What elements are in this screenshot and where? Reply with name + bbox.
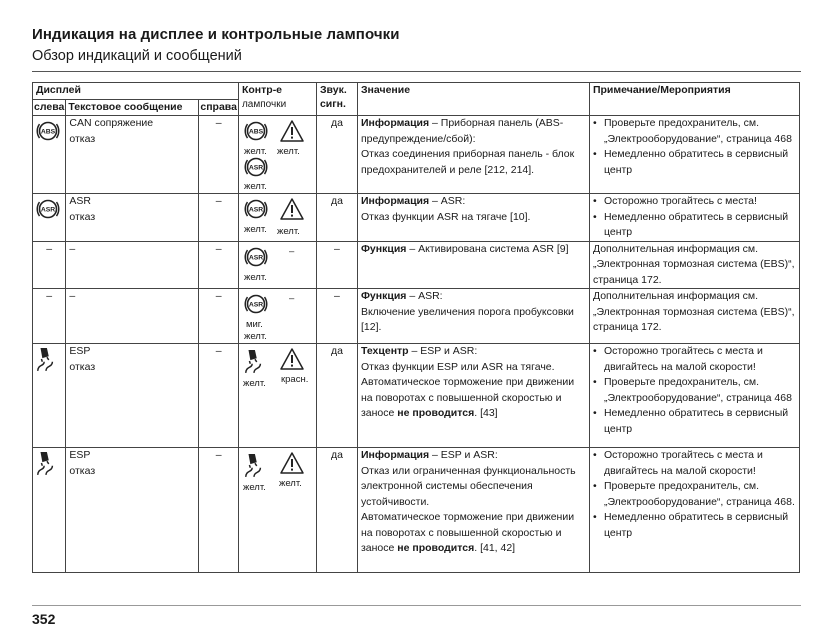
- lamp-mode-label: миг.: [245, 319, 263, 330]
- display-left-cell: [33, 116, 66, 194]
- header-row-1: [33, 83, 800, 100]
- text-message-cell: –: [66, 241, 199, 289]
- esp-lamp-icon: [243, 348, 265, 374]
- lamp-color-label: желт.: [278, 478, 302, 489]
- note-list: [593, 448, 796, 541]
- note-list: [593, 194, 796, 241]
- meaning-line: Включение увеличения порога пробуксовки [12].: [360, 305, 574, 333]
- sound-cell: –: [316, 241, 357, 289]
- meaning-emphasis: не проводится: [397, 542, 475, 554]
- note-item: • Немедленно обратитесь в сервисный центр: [593, 147, 796, 178]
- warning-triangle-icon: [279, 119, 305, 143]
- col-left: слева: [33, 99, 66, 116]
- note-item: • Немедленно обратитесь в сервисный центр: [593, 510, 796, 541]
- display-right-cell: –: [199, 448, 239, 573]
- lamp-color-label: желт.: [242, 482, 266, 493]
- top-rule: [32, 71, 801, 72]
- page-number: 352: [32, 611, 56, 627]
- display-left-cell: –: [33, 289, 66, 344]
- lamps-cell: [238, 448, 316, 573]
- meaning-type: Техцентр: [360, 345, 409, 357]
- note-cell: [589, 194, 799, 242]
- display-right-cell: –: [199, 289, 239, 344]
- meaning-emphasis: не проводится: [397, 407, 475, 419]
- sound-cell: да: [316, 344, 357, 448]
- lamps-cell: [238, 194, 316, 242]
- note-list: [593, 344, 796, 437]
- message-text: ESP: [69, 449, 91, 461]
- message-text: CAN сопряжение: [69, 117, 154, 129]
- note-cell: [589, 448, 799, 573]
- table-row: [33, 194, 800, 242]
- lamp-color-label: красн.: [280, 374, 309, 385]
- note-cell: [589, 344, 799, 448]
- text-message-cell: [66, 448, 199, 573]
- abs-lamp-icon: [243, 118, 269, 144]
- meaning-desc: – ASR:: [429, 195, 466, 207]
- col-sound: [316, 83, 357, 116]
- meaning-cell: [357, 448, 589, 573]
- col-displays: Дисплей: [33, 83, 239, 100]
- col-text-message: Текстовое сообщение: [66, 99, 199, 116]
- lamps-cell: [238, 241, 316, 289]
- lamps-cell: [238, 344, 316, 448]
- meaning-type: Функция: [360, 290, 407, 302]
- col-meaning: Значение: [357, 83, 589, 116]
- note-list: [593, 116, 796, 178]
- meaning-type: Функция: [360, 242, 407, 255]
- lamp-color-label: желт.: [243, 146, 267, 157]
- page-title: Индикация на дисплее и контрольные лампочки: [32, 26, 400, 43]
- display-left-cell: [33, 344, 66, 448]
- message-status: отказ: [69, 464, 96, 477]
- sound-cell: да: [316, 116, 357, 194]
- meaning-cell: [357, 344, 589, 448]
- message-status: отказ: [69, 132, 96, 145]
- meaning-desc: – Активирована система ASR [9]: [406, 242, 569, 255]
- text-message-cell: [66, 194, 199, 242]
- meaning-line: Отказ функции ASR на тягаче [10].: [360, 210, 531, 223]
- note-item: • Осторожно трогайтесь с места!: [593, 194, 796, 210]
- table-row: [33, 448, 800, 573]
- note-item: • Проверьте предохранитель, см. „Электрооборудование“, страница 468: [593, 375, 796, 406]
- meaning-line: Автоматическое торможение при движении на поворотах с повышенной скоростью и заносе: [360, 511, 575, 554]
- esp-skid-icon: [35, 346, 57, 372]
- warning-triangle-icon: [279, 347, 305, 371]
- col-right: справа: [199, 99, 239, 116]
- asr-lamp-icon: [243, 154, 269, 180]
- text-message-cell: –: [66, 289, 199, 344]
- note-item: • Немедленно обратитесь в сервисный центр: [593, 406, 796, 437]
- note-item: • Немедленно обратитесь в сервисный центр: [593, 210, 796, 241]
- col-control-lamps-l1: Контр-е: [241, 84, 283, 96]
- page-subtitle: Обзор индикаций и сообщений: [32, 48, 242, 64]
- display-left-cell: [33, 448, 66, 573]
- col-control-lamps: [238, 83, 316, 116]
- sound-cell: да: [316, 194, 357, 242]
- message-text: ESP: [69, 345, 91, 357]
- meaning-line: Отказ или ограниченная функциональность электронной системы обеспечения устойчивости.: [360, 464, 576, 508]
- meaning-line: Автоматическое торможение при движении на поворотах с повышенной скоростью и заносе: [360, 376, 575, 419]
- meaning-type: Информация: [360, 195, 430, 207]
- note-item: • Осторожно трогайтесь с места и двигайтесь на малой скорости!: [593, 448, 796, 479]
- display-left-cell: [33, 194, 66, 242]
- asr-lamp-icon: [243, 291, 269, 317]
- meaning-cell: [357, 194, 589, 242]
- meaning-cell: [357, 241, 589, 289]
- table-row: [33, 344, 800, 448]
- note-item: • Проверьте предохранитель, см. „Электрооборудование“, страница 468: [593, 116, 796, 147]
- meaning-desc: – Приборная панель (ABS-предупреждение/сбой):: [360, 117, 564, 145]
- meaning-line: Отказ соединения приборная панель - блок предохранителей и реле [212, 214].: [360, 148, 575, 176]
- esp-skid-icon: [35, 450, 57, 476]
- note-item: • Проверьте предохранитель, см. „Электрооборудование“, страница 468.: [593, 479, 796, 510]
- table-row: [33, 241, 800, 289]
- display-right-cell: –: [199, 241, 239, 289]
- note-cell: Дополнительная информация см. „Электронная тормозная система (EBS)“, страница 172.: [589, 241, 799, 289]
- bottom-rule: [32, 605, 801, 606]
- meaning-cell: [357, 289, 589, 344]
- meaning-ref: . [43]: [474, 407, 498, 419]
- sound-cell: да: [316, 448, 357, 573]
- display-right-cell: –: [199, 194, 239, 242]
- warning-triangle-icon: [279, 197, 305, 221]
- esp-lamp-icon: [243, 452, 265, 478]
- lamp-color-label: желт.: [243, 181, 267, 192]
- col-control-lamps-l2: лампочки: [241, 99, 287, 110]
- sound-cell: –: [316, 289, 357, 344]
- asr-lamp-icon: [243, 196, 269, 222]
- meaning-ref: . [41, 42]: [474, 542, 516, 554]
- message-text: ASR: [69, 195, 91, 207]
- lamp-dash: –: [288, 245, 295, 257]
- meaning-desc: – ASR:: [406, 290, 443, 302]
- lamp-color-label: желт.: [243, 224, 267, 235]
- meaning-line: Отказ функции ESP или ASR на тягаче.: [360, 360, 555, 373]
- text-message-cell: [66, 344, 199, 448]
- lamp-color-label: желт.: [243, 271, 267, 283]
- note-item: • Осторожно трогайтесь с места и двигайтесь на малой скорости!: [593, 344, 796, 375]
- lamps-cell: [238, 289, 316, 344]
- display-right-cell: –: [199, 344, 239, 448]
- message-status: отказ: [69, 210, 96, 223]
- meaning-desc: – ESP и ASR:: [429, 449, 498, 461]
- lamps-cell: [238, 116, 316, 194]
- lamp-color-label: желт.: [242, 378, 266, 389]
- meaning-cell: [357, 116, 589, 194]
- asr-icon: [35, 196, 61, 222]
- lamp-color-label: желт.: [276, 146, 300, 157]
- lamp-color-label: желт.: [243, 331, 267, 342]
- col-sound-l2: сигн.: [319, 98, 346, 110]
- lamp-color-label: желт.: [276, 226, 300, 237]
- meaning-type: Информация: [360, 449, 430, 461]
- display-right-cell: –: [199, 116, 239, 194]
- abs-icon: [35, 118, 61, 144]
- note-cell: Дополнительная информация см. „Электронная тормозная система (EBS)“, страница 172.: [589, 289, 799, 344]
- table-row: [33, 116, 800, 194]
- message-status: отказ: [69, 360, 96, 373]
- meaning-desc: – ESP и ASR:: [408, 345, 478, 357]
- warning-triangle-icon: [279, 451, 305, 475]
- table-row: [33, 289, 800, 344]
- meaning-type: Информация: [360, 117, 430, 129]
- lamp-dash: –: [288, 293, 295, 304]
- note-cell: [589, 116, 799, 194]
- col-note: Примечание/Мероприятия: [589, 83, 799, 116]
- display-left-cell: –: [33, 241, 66, 289]
- text-message-cell: [66, 116, 199, 194]
- col-sound-l1: Звук.: [319, 84, 347, 96]
- asr-lamp-icon: [243, 244, 269, 270]
- indications-table: [32, 82, 800, 573]
